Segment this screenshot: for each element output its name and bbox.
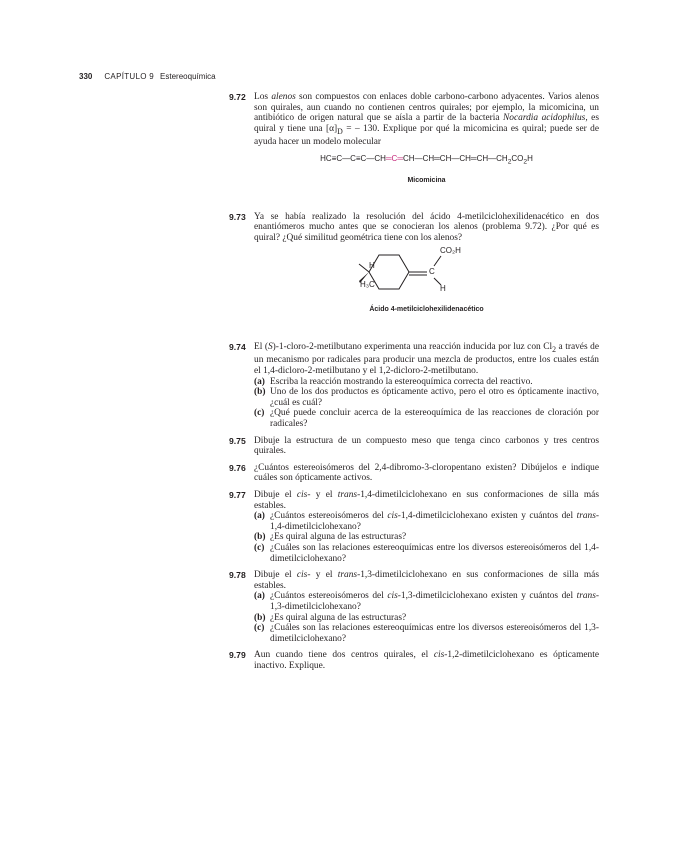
part-c: (c) ¿Cuáles son las relaciones estereoquímicas entre los diversos estereoisómeros del 1,3-dimetilciclohexano? xyxy=(254,623,599,644)
problem-9-74: 9.74 El (S)-1-cloro-2-metilbutano experimenta una reacción inducida por luz con $Cl_2$ a través de un mecanismo por radicales para producir una mezcla de productos, entre los cuales están el 1,4-dicloro-2-metilbutano y el 1,2-dicloro-2-metilbutano. (a) Escriba la reacción mostrando la estereoquímica correcta del reactivo. (b) Uno de los dos productos es ópticamente activo, pero el otro es ópticamente inactivo, ¿cuál es cuál? (c) ¿Qué puede concluir acerca de la estereoquímica de las reacciones de cloración por radicales? xyxy=(229,342,599,430)
part-b: (b) Uno de los dos productos es ópticamente activo, pero el otro es ópticamente inactivo, ¿cuál es cuál? xyxy=(254,387,599,408)
problem-9-78: 9.78 Dibuje el cis- y el trans-1,3-dimetilciclohexano en sus conformaciones de silla más estables. (a) ¿Cuántos estereoisómeros del cis-1,3-dimetilciclohexano existen y cuántos del trans-1,3-dimetilciclohexano? (b) ¿Es quiral alguna de las estructuras? (c) ¿Cuáles son las relaciones estereoquímicas entre los diversos estereoisómeros del 1,3-dimetilciclohexano? xyxy=(229,570,599,644)
problem-number: 9.76 xyxy=(229,462,246,473)
page-number: 330 xyxy=(79,72,93,81)
problem-number: 9.72 xyxy=(229,92,246,102)
problem-number: 9.77 xyxy=(229,490,246,500)
problem-9-77: 9.77 Dibuje el cis- y el trans-1,4-dimetilciclohexano en sus conformaciones de silla más estables. (a) ¿Cuántos estereoisómeros del cis-1,4-dimetilciclohexano existen y cuántos del trans-1,4-dimetilciclohexano? (b) ¿Es quiral alguna de las estructuras? (c) ¿Cuáles son las relaciones estereoquímicas entre los diversos estereoisómeros del 1,4-dimetilciclohexano? xyxy=(229,490,599,564)
mycomycin-caption: Micomicina xyxy=(407,177,446,185)
part-b: (b) ¿Es quiral alguna de las estructuras? xyxy=(254,532,407,543)
chapter-label: CAPÍTULO 9 xyxy=(104,72,155,81)
problem-9-75: 9.75 Dibuje la estructura de un compuesto meso que tenga cinco carbonos y tres centros quirales. xyxy=(229,435,599,457)
co2h-label: CO₂H xyxy=(440,246,461,256)
problem-9-72: 9.72 Los alenos son compuestos con enlaces doble carbono-carbono adyacentes. Varios alenos son quirales, aun cuando no contienen centros quirales; por ejemplo, la micomicina, un antibiótico de origen natural que se aísla a partir de la bacteria Nocardia acidophilus, es quiral y tiene una $[\alpha]_D$ = – 130. Explique por qué la micomicina es quiral; puede ser de ayuda hacer un modelo molecular xyxy=(229,92,600,148)
problem-number: 9.75 xyxy=(229,435,246,446)
structure-caption: Ácido 4-metilciclohexilidenacético xyxy=(369,306,484,314)
h-label: H xyxy=(369,261,375,271)
part-b: (b) ¿Es quiral alguna de las estructuras? xyxy=(254,612,407,623)
problem-9-79: 9.79 Aun cuando tiene dos centros quirales, el cis-1,2-dimetilciclohexano es ópticamente inactivo. Explique. xyxy=(229,650,599,671)
part-a: (a) Escriba la reacción mostrando la estereoquímica correcta del reactivo. xyxy=(254,376,533,387)
running-header xyxy=(79,72,216,81)
problem-number: 9.79 xyxy=(229,650,246,661)
problem-number: 9.73 xyxy=(229,211,246,222)
problem-number: 9.74 xyxy=(229,342,246,352)
problem-9-76: 9.76 ¿Cuántos estereoisómeros del 2,4-dibromo-3-cloropentano existen? Dibújelos e indique cuáles son ópticamente activos. xyxy=(229,462,599,484)
mycomycin-formula: $HC\equiv C—C\equiv C—CH═C═CH—CH═CH—CH═CH—CH_2CO_2H$ xyxy=(320,153,533,166)
cyclohexylidene-structure xyxy=(229,247,599,297)
part-a: (a) ¿Cuántos estereoisómeros del cis-1,4-dimetilciclohexano existen y cuántos del trans-1,4-dimetilciclohexano? xyxy=(254,511,599,532)
h3c-label: H₃C xyxy=(360,280,375,290)
structure-diagram xyxy=(229,247,599,297)
c-label: C xyxy=(429,267,435,277)
part-c: (c) ¿Qué puede concluir acerca de la estereoquímica de las reacciones de cloración por radicales? xyxy=(254,408,599,430)
part-c: (c) ¿Cuáles son las relaciones estereoquímicas entre los diversos estereoisómeros del 1,4-dimetilciclohexano? xyxy=(254,542,599,564)
problem-9-73: 9.73 Ya se había realizado la resolución del ácido 4-metilciclohexilidenacético en dos enantiómeros mucho antes que se conocieran los alenos (problema 9.72). ¿Por qué es quiral? ¿Qué similitud geométrica tiene con los alenos? xyxy=(229,211,599,243)
part-a: (a) ¿Cuántos estereoisómeros del cis-1,3-dimetilciclohexano existen y cuántos del trans-1,3-dimetilciclohexano? xyxy=(254,591,599,612)
h-label-2: H xyxy=(440,284,446,294)
section-label: Estereoquímica xyxy=(160,72,216,81)
problem-number: 9.78 xyxy=(229,570,246,581)
problem-list xyxy=(229,92,599,672)
